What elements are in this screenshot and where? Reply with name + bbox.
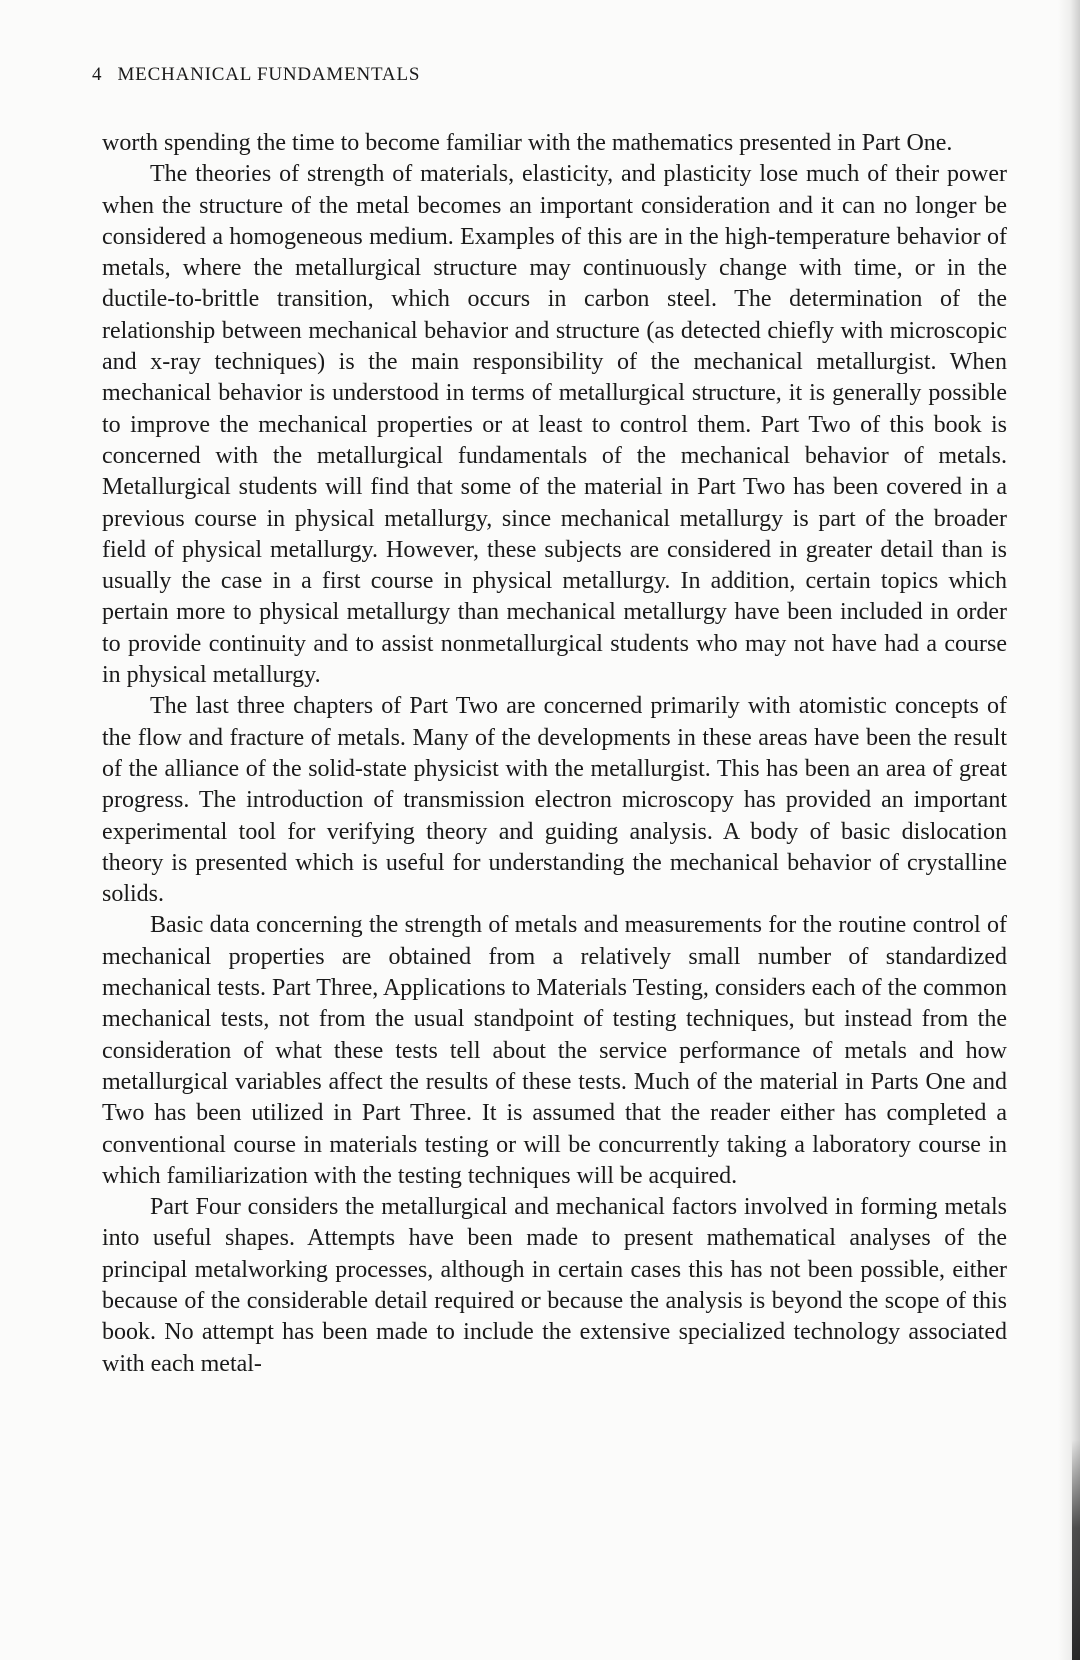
body-text (102, 128, 1007, 1380)
running-head (92, 64, 420, 86)
paragraph: Basic data concerning the strength of metals and measurements for the routine control of mechanical properties are obtained from a relatively small number of standardized mechanical tests. Part Three, Applications to Materials Testing, considers each of the common mechanical tests, not from the usual standpoint of testing techniques, but instead from the consideration of what these tests tell about the service performance of metals and how metallurgical variables affect the results of these tests. Much of the material in Parts One and Two has been utilized in Part Three. It is assumed that the reader either has completed a conventional course in materials testing or will be concurrently taking a laboratory course in which familiarization with the testing techniques will be acquired. (102, 912, 1007, 1189)
paragraph: The last three chapters of Part Two are concerned primarily with atomistic concepts of the flow and fracture of metals. Many of the developments in these areas have been the result of the alliance of the solid-state physicist with the metallurgist. This has been an area of great progress. The introduction of transmission electron microscopy has provided an important experimental tool for verifying theory and guiding analysis. A body of basic dislocation theory is presented which is useful for understanding the mechanical behavior of crystalline solids. (102, 693, 1007, 908)
paragraph-continuation: worth spending the time to become familiar with the mathematics presented in Part One. (102, 130, 953, 156)
paragraph: The theories of strength of materials, elasticity, and plasticity lose much of their power when the structure of the metal becomes an important consideration and it can no longer be considered a homogeneous medium. Examples of this are in the high-temperature behavior of metals, where the metallurgical structure may continuously change with time, or in the ductile-to-brittle transition, which occurs in carbon steel. The determination of the relationship between mechanical behavior and structure (as detected chiefly with microscopic and x-ray techniques) is the main responsibility of the mechanical metallurgist. When mechanical behavior is understood in terms of metallurgical structure, it is generally possible to improve the mechanical properties or at least to control them. Part Two of this book is concerned with the metallurgical fundamentals of the mechanical behavior of metals. Metallurgical students will find that some of the material in Part Two has been covered in a previous course in physical metallurgy, since mechanical metallurgy is part of the broader field of physical metallurgy. However, these subjects are considered in greater detail than is usually the case in a first course in physical metallurgy. In addition, certain topics which pertain more to physical metallurgy than mechanical metallurgy have been included in order to provide continuity and to assist nonmetallurgical students who may not have had a course in physical metallurgy. (102, 161, 1007, 689)
scan-edge-shadow (1058, 0, 1080, 1660)
paragraph: Part Four considers the metallurgical and mechanical factors involved in forming metals into useful shapes. Attempts have been made to present mathematical analyses of the principal metalworking processes, although in certain cases this has not been possible, either because of the considerable detail required or because the analysis is beyond the scope of this book. No attempt has been made to include the extensive specialized technology associated with each metal- (102, 1194, 1007, 1377)
scan-edge-artifact (1072, 1440, 1080, 1660)
running-head-title: MECHANICAL FUNDAMENTALS (117, 64, 421, 85)
page-number: 4 (92, 64, 103, 85)
